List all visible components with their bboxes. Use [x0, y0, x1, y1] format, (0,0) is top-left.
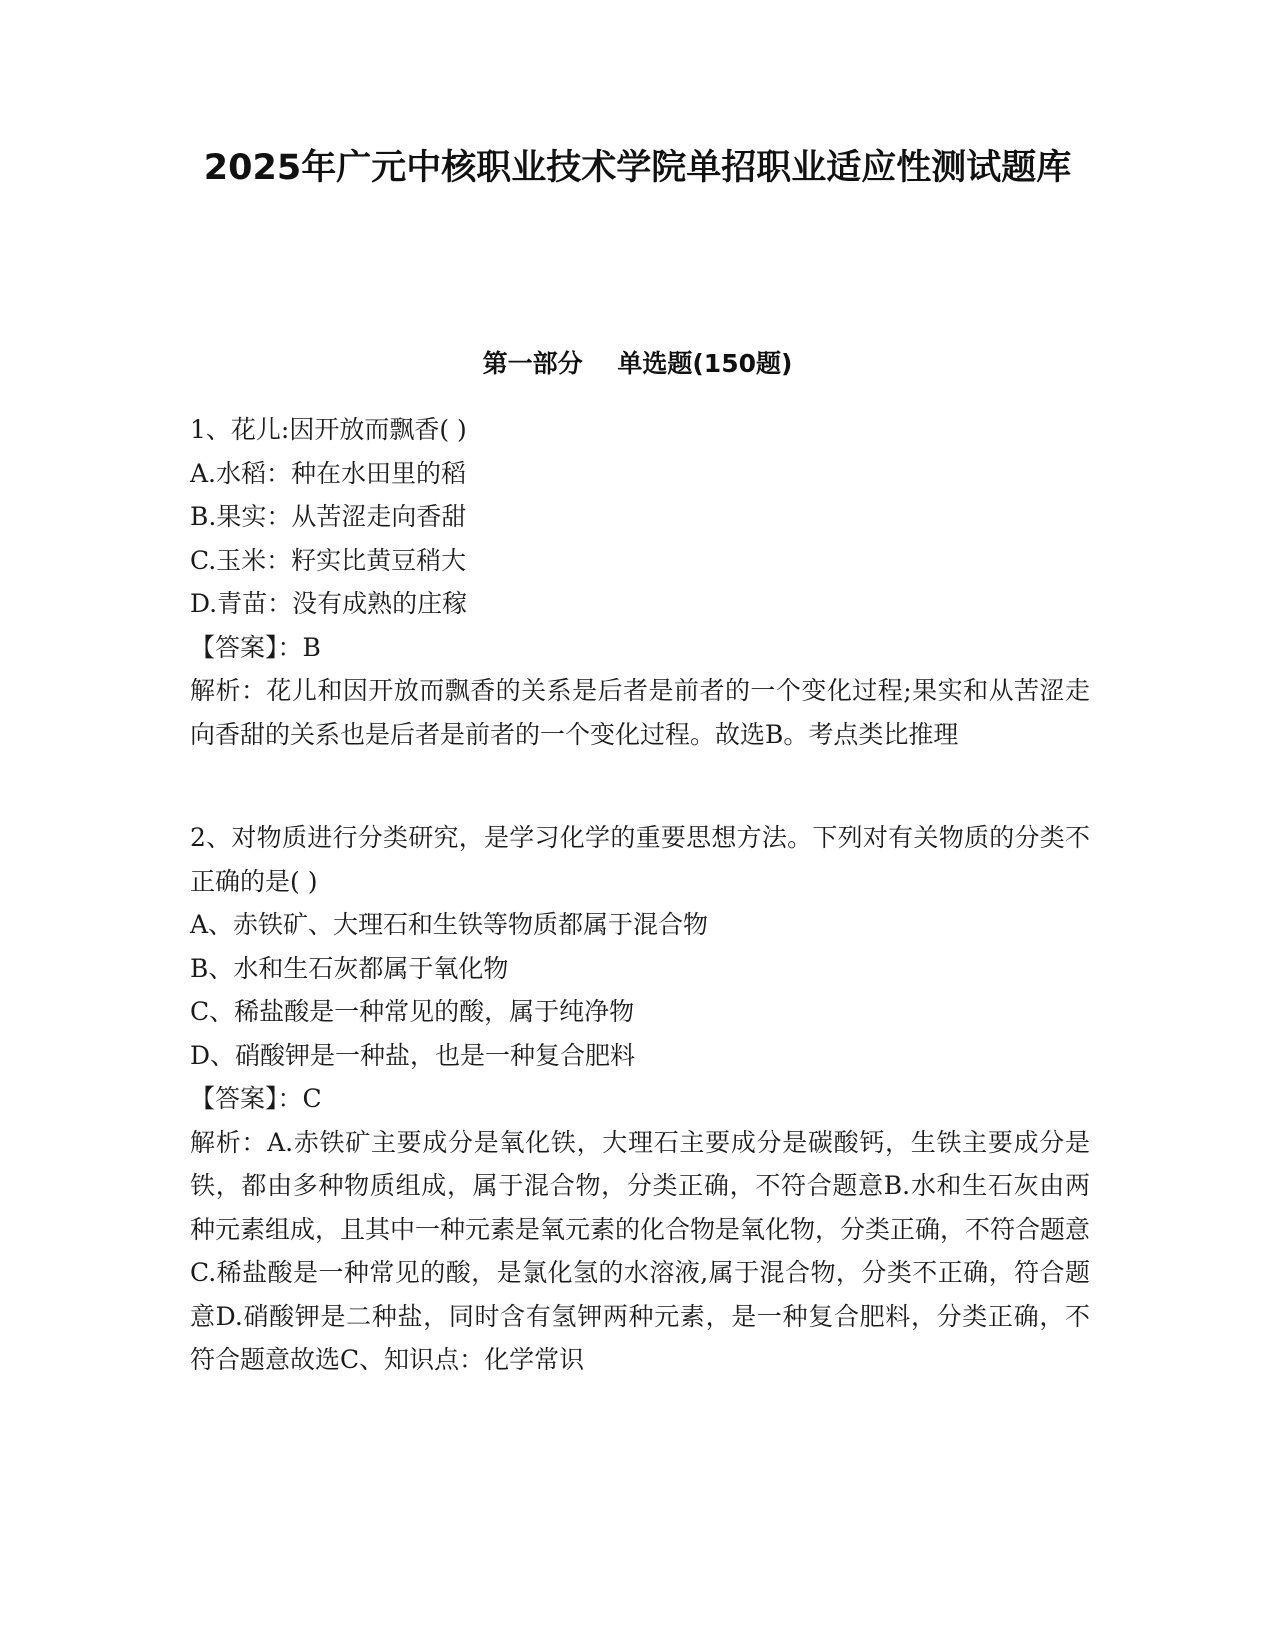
analysis-text: 解析：花儿和因开放而飘香的关系是后者是前者的一个变化过程;果实和从苦涩走向香甜的关系也是后者是前者的一个变化过程。故选B。考点类比推理	[190, 676, 1090, 749]
option-a: A、赤铁矿、大理石和生铁等物质都属于混合物	[190, 910, 709, 939]
section-title: 第一部分 单选题(150题)	[482, 349, 793, 378]
document-title: 2025年广元中核职业技术学院单招职业适应性测试题库	[203, 148, 1072, 188]
option-a: A.水稻：种在水田里的稻	[190, 458, 467, 488]
option-c: C、稀盐酸是一种常见的酸，属于纯净物	[190, 997, 635, 1026]
question-stem: 2、对物质进行分类研究，是学习化学的重要思想方法。下列对有关物质的分类不正确的是( )	[190, 823, 1090, 896]
option-c: C.玉米：籽实比黄豆稍大	[190, 545, 467, 575]
option-d: D.青苗：没有成熟的庄稼	[190, 589, 468, 618]
option-b: B、水和生石灰都属于氧化物	[190, 953, 509, 983]
option-b: B.果实：从苦涩走向香甜	[190, 502, 467, 531]
question-stem: 1、花儿:因开放而飘香( )	[190, 415, 467, 444]
answer-line: 【答案】：C	[190, 1084, 322, 1113]
option-d: D、硝酸钾是一种盐，也是一种复合肥料	[190, 1040, 636, 1070]
question-1	[190, 408, 1090, 756]
analysis-text: 解析：A.赤铁矿主要成分是氧化铁，大理石主要成分是碳酸钙，生铁主要成分是铁，都由多种物质组成，属于混合物，分类正确，不符合题意B.水和生石灰由两种元素组成，且其中一种元素是氧元素的化合物是氧化物，分类正确，不符合题意C.稀盐酸是一种常见的酸，是氯化氢的水溶液,属于混合物，分类不正确，符合题意D.硝酸钾是二种盐，同时含有氢钾两种元素，是一种复合肥料，分类正确，不符合题意故选C、知识点：化学常识	[190, 1127, 1091, 1374]
answer-line: 【答案】：B	[190, 632, 321, 662]
question-2	[190, 816, 1090, 1382]
